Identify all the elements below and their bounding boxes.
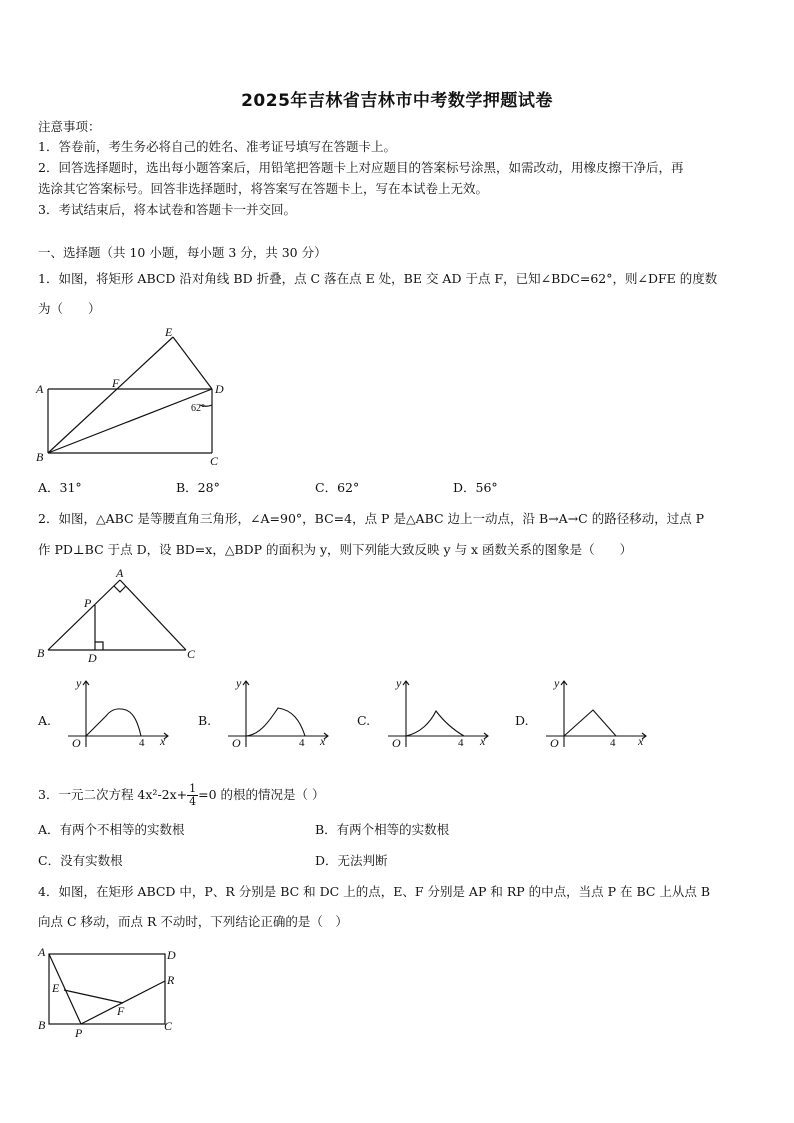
q3-fraction xyxy=(187,783,198,808)
q4-label-b: B xyxy=(38,1018,46,1032)
q1-option-a: A．31° xyxy=(38,480,82,495)
q3-option-b: B．有两个相等的实数根 xyxy=(315,822,450,837)
q2-side-ba xyxy=(48,580,120,650)
q3-fraction-numerator: 1 xyxy=(189,782,197,795)
y-label: y xyxy=(396,676,402,690)
q2-figure xyxy=(34,565,214,665)
origin-label: O xyxy=(72,736,81,750)
q1-line-ed xyxy=(173,337,212,389)
origin-label: O xyxy=(392,736,401,750)
q2-label-p: P xyxy=(84,596,92,610)
q1-label-a: A xyxy=(36,382,44,396)
q1-option-b: B．28° xyxy=(176,480,220,495)
q3-option-c: C．没有实数根 xyxy=(38,853,123,868)
q3-stem xyxy=(38,780,325,810)
q2-label-d: D xyxy=(88,651,97,665)
q4-label-r: R xyxy=(167,973,175,987)
q1-option-c: C．62° xyxy=(315,480,360,495)
origin-label: O xyxy=(232,736,241,750)
q2-right-angle-d xyxy=(95,642,103,650)
tick-label-4: 4 xyxy=(458,737,464,749)
q4-label-p: P xyxy=(75,1026,83,1040)
q2-graph-b xyxy=(220,675,340,750)
q3-stem-suffix: =0 的根的情况是（ ） xyxy=(198,787,325,802)
q2-curve-b xyxy=(246,708,305,736)
x-label: x xyxy=(160,734,166,748)
q4-label-d: D xyxy=(167,948,176,962)
x-label: x xyxy=(480,734,486,748)
q2-side-ac xyxy=(120,580,186,650)
notes-heading: 注意事项： xyxy=(38,119,101,134)
q2-stem-line1: 2．如图，△ABC 是等腰直角三角形，∠A=90°，BC=4，点 P 是△ABC 边上一动点，沿 B→A→C 的路径移动，过点 P xyxy=(38,511,705,526)
y-label: y xyxy=(236,676,242,690)
q2-stem-line2: 作 PD⊥BC 于点 D，设 BD=x，△BDP 的面积为 y，则下列能大致反映 y 与 x 函数关系的图象是（ ） xyxy=(38,542,633,557)
q2-label-c: C xyxy=(187,647,196,661)
q1-stem-line2: 为（ ） xyxy=(38,301,101,316)
q4-stem-line2: 向点 C 移动，而点 R 不动时，下列结论正确的是（ ） xyxy=(38,914,348,929)
q4-rectangle-abcd xyxy=(49,954,165,1024)
q1-label-b: B xyxy=(36,450,44,464)
tick-label-4: 4 xyxy=(299,737,305,749)
q1-diagonal-bd xyxy=(48,389,212,453)
tick-label-4: 4 xyxy=(139,737,145,749)
x-label: x xyxy=(320,734,326,748)
note-item: 3．考试结束后，将本试卷和答题卡一并交回。 xyxy=(38,202,296,217)
section-heading: 一、选择题（共 10 小题，每小题 3 分，共 30 分） xyxy=(38,245,327,260)
q4-label-c: C xyxy=(164,1019,173,1033)
q1-line-be xyxy=(48,337,173,453)
q1-label-e: E xyxy=(165,325,173,339)
q2-option-c-label: C. xyxy=(357,713,371,728)
q2-graph-c xyxy=(380,675,500,750)
page-title: 2025年吉林省吉林市中考数学押题试卷 xyxy=(241,91,553,111)
q2-label-a: A xyxy=(116,566,124,580)
q2-label-b: B xyxy=(37,646,45,660)
q2-graph-d xyxy=(538,675,658,750)
q1-label-d: D xyxy=(215,382,224,396)
origin-label: O xyxy=(550,736,559,750)
q4-figure xyxy=(34,942,194,1042)
q1-figure xyxy=(34,325,234,470)
q2-option-a-label: A. xyxy=(38,713,52,728)
q2-curve-a xyxy=(86,709,141,736)
q1-label-c: C xyxy=(210,454,219,468)
tick-label-4: 4 xyxy=(610,737,616,749)
q3-fraction-denominator: 4 xyxy=(189,795,197,808)
x-label: x xyxy=(638,734,644,748)
q3-stem-prefix: 3．一元二次方程 4x²-2x+ xyxy=(38,787,188,802)
q4-label-a: A xyxy=(38,945,46,959)
q4-segment-ef xyxy=(64,990,123,1003)
note-item: 选涂其它答案标号。回答非选择题时，将答案写在答题卡上，写在本试卷上无效。 xyxy=(38,181,489,196)
q4-label-f: F xyxy=(117,1004,125,1018)
q4-stem-line1: 4．如图，在矩形 ABCD 中，P、R 分别是 BC 和 DC 上的点，E、F 分别是 AP 和 RP 的中点，当点 P 在 BC 上从点 B xyxy=(38,884,711,899)
q1-option-d: D．56° xyxy=(453,480,498,495)
q1-label-f: F xyxy=(112,376,120,390)
q2-option-b-label: B. xyxy=(198,713,212,728)
y-label: y xyxy=(554,676,560,690)
q1-angle-label: 62° xyxy=(191,403,205,414)
q2-right-angle-a xyxy=(114,586,126,592)
note-item: 1．答卷前，考生务必将自己的姓名、准考证号填写在答题卡上。 xyxy=(38,139,396,154)
note-item: 2．回答选择题时，选出每小题答案后，用铅笔把答题卡上对应题目的答案标号涂黑，如需改动，用橡皮擦干净后，再 xyxy=(38,160,684,175)
q2-curve-c xyxy=(406,711,464,736)
q4-label-e: E xyxy=(52,981,60,995)
q1-stem-line1: 1．如图，将矩形 ABCD 沿对角线 BD 折叠，点 C 落在点 E 处，BE 交 AD 于点 F，已知∠BDC=62°，则∠DFE 的度数 xyxy=(38,271,718,286)
q3-option-d: D．无法判断 xyxy=(315,853,388,868)
q2-graph-a xyxy=(60,675,180,750)
q2-curve-d xyxy=(564,710,616,736)
q2-option-d-label: D. xyxy=(515,713,529,728)
q3-option-a: A．有两个不相等的实数根 xyxy=(38,822,185,837)
y-label: y xyxy=(76,676,82,690)
